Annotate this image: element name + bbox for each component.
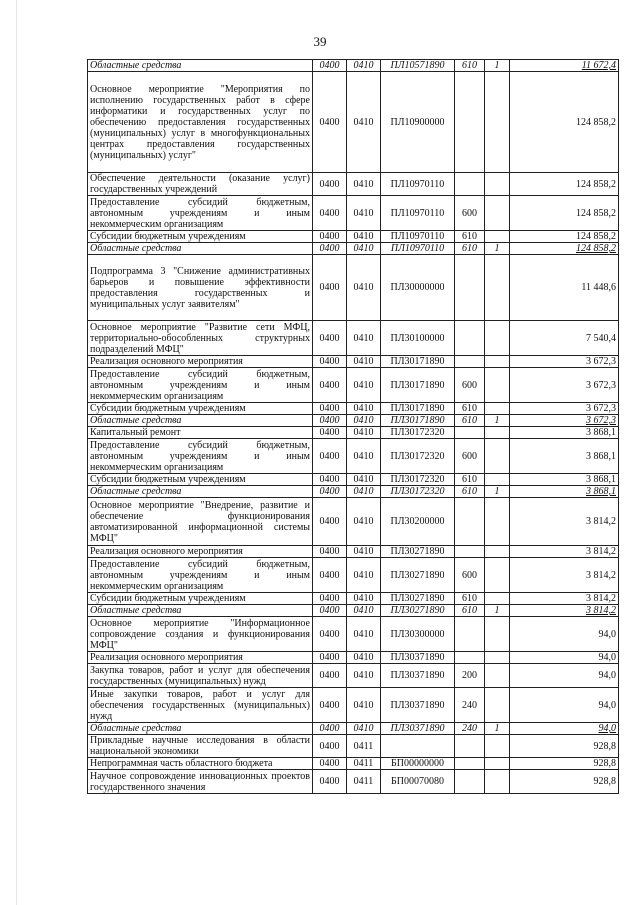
cell-subsection: 0410 <box>347 368 381 403</box>
cell-section: 0400 <box>313 486 347 498</box>
cell-amount: 11 448,6 <box>510 255 619 321</box>
cell-target-code: ПЛ30171890 <box>381 403 455 415</box>
cell-name: Реализация основного мероприятия <box>88 652 313 664</box>
table-row <box>88 735 619 758</box>
cell-section: 0400 <box>313 439 347 474</box>
cell-target-code: ПЛ30172320 <box>381 486 455 498</box>
cell-expense-type <box>455 498 485 546</box>
cell-source <box>485 617 510 652</box>
cell-amount: 94,0 <box>510 652 619 664</box>
cell-name: Непрограммная часть областного бюджета <box>88 758 313 770</box>
cell-section: 0400 <box>313 427 347 439</box>
table-row <box>88 196 619 231</box>
cell-target-code: ПЛ30300000 <box>381 617 455 652</box>
cell-subsection: 0410 <box>347 605 381 617</box>
cell-expense-type: 240 <box>455 688 485 723</box>
cell-name: Подпрограмма 3 "Снижение административных барьеров и повышение эффективности предоставления государственных и муниципальных услуг заявителям" <box>88 255 313 321</box>
cell-amount: 124 858,2 <box>510 173 619 196</box>
cell-amount: 3 814,2 <box>510 593 619 605</box>
cell-name: Областные средства <box>88 486 313 498</box>
cell-section: 0400 <box>313 664 347 688</box>
cell-subsection: 0410 <box>347 723 381 735</box>
cell-amount: 928,8 <box>510 758 619 770</box>
cell-section: 0400 <box>313 196 347 231</box>
cell-expense-type <box>455 546 485 558</box>
cell-name: Субсидии бюджетным учреждениям <box>88 593 313 605</box>
table-row <box>88 403 619 415</box>
cell-expense-type: 610 <box>455 474 485 486</box>
cell-section: 0400 <box>313 558 347 593</box>
table-row <box>88 758 619 770</box>
cell-source <box>485 664 510 688</box>
cell-amount: 94,0 <box>510 723 619 735</box>
cell-name: Основное мероприятие "Внедрение, развитие и обеспечение функционирования автоматизированной информационной системы МФЦ" <box>88 498 313 546</box>
cell-expense-type: 610 <box>455 403 485 415</box>
cell-section: 0400 <box>313 321 347 356</box>
cell-source <box>485 403 510 415</box>
cell-subsection: 0410 <box>347 558 381 593</box>
cell-expense-type: 610 <box>455 415 485 427</box>
cell-name: Иные закупки товаров, работ и услуг для обеспечения государственных (муниципальных) нужд <box>88 688 313 723</box>
cell-target-code <box>381 735 455 758</box>
cell-amount: 3 868,1 <box>510 439 619 474</box>
cell-amount: 7 540,4 <box>510 321 619 356</box>
cell-amount: 3 672,3 <box>510 403 619 415</box>
cell-target-code: ПЛ30371890 <box>381 664 455 688</box>
cell-expense-type: 240 <box>455 723 485 735</box>
table-body <box>88 60 619 794</box>
cell-subsection: 0410 <box>347 617 381 652</box>
cell-subsection: 0410 <box>347 486 381 498</box>
cell-section: 0400 <box>313 617 347 652</box>
cell-target-code: ПЛ10970110 <box>381 173 455 196</box>
cell-subsection: 0410 <box>347 173 381 196</box>
cell-amount: 94,0 <box>510 688 619 723</box>
cell-target-code: ПЛ10970110 <box>381 196 455 231</box>
cell-target-code: ПЛ30271890 <box>381 605 455 617</box>
table-row <box>88 439 619 474</box>
cell-name: Предоставление субсидий бюджетным, автономным учреждениям и иным некоммерческим организациям <box>88 439 313 474</box>
cell-amount: 94,0 <box>510 664 619 688</box>
cell-source <box>485 498 510 546</box>
cell-name: Реализация основного мероприятия <box>88 546 313 558</box>
cell-expense-type: 600 <box>455 558 485 593</box>
cell-name: Обеспечение деятельности (оказание услуг) государственных учреждений <box>88 173 313 196</box>
cell-source <box>485 770 510 794</box>
table-row <box>88 723 619 735</box>
cell-section: 0400 <box>313 173 347 196</box>
table-row <box>88 243 619 255</box>
cell-expense-type: 610 <box>455 593 485 605</box>
cell-section: 0400 <box>313 758 347 770</box>
cell-subsection: 0410 <box>347 498 381 546</box>
cell-section: 0400 <box>313 652 347 664</box>
cell-name: Субсидии бюджетным учреждениям <box>88 403 313 415</box>
table-row <box>88 605 619 617</box>
cell-target-code: ПЛ30371890 <box>381 652 455 664</box>
cell-name: Областные средства <box>88 243 313 255</box>
cell-subsection: 0410 <box>347 231 381 243</box>
cell-name: Основное мероприятие "Развитие сети МФЦ, территориально-обособленных структурных подразделений МФЦ" <box>88 321 313 356</box>
table-row <box>88 486 619 498</box>
cell-target-code: ПЛ30000000 <box>381 255 455 321</box>
cell-expense-type: 200 <box>455 664 485 688</box>
cell-target-code: БП00070080 <box>381 770 455 794</box>
cell-source <box>485 474 510 486</box>
cell-section: 0400 <box>313 72 347 173</box>
cell-subsection: 0410 <box>347 415 381 427</box>
cell-name: Областные средства <box>88 415 313 427</box>
cell-name: Закупка товаров, работ и услуг для обеспечения государственных (муниципальных) нужд <box>88 664 313 688</box>
cell-amount: 928,8 <box>510 735 619 758</box>
cell-section: 0400 <box>313 593 347 605</box>
table-row <box>88 593 619 605</box>
cell-amount: 3 814,2 <box>510 558 619 593</box>
scan-margin-line <box>16 0 17 905</box>
cell-name: Субсидии бюджетным учреждениям <box>88 231 313 243</box>
cell-subsection: 0411 <box>347 758 381 770</box>
cell-target-code: ПЛ30271890 <box>381 546 455 558</box>
cell-amount: 3 814,2 <box>510 546 619 558</box>
cell-expense-type <box>455 321 485 356</box>
cell-subsection: 0410 <box>347 60 381 72</box>
cell-section: 0400 <box>313 770 347 794</box>
cell-target-code: ПЛ30271890 <box>381 558 455 593</box>
cell-source <box>485 688 510 723</box>
cell-subsection: 0410 <box>347 243 381 255</box>
cell-source <box>485 173 510 196</box>
cell-target-code: ПЛ30100000 <box>381 321 455 356</box>
cell-subsection: 0410 <box>347 255 381 321</box>
cell-target-code: ПЛ30171890 <box>381 356 455 368</box>
cell-source <box>485 558 510 593</box>
cell-amount: 3 868,1 <box>510 486 619 498</box>
cell-section: 0400 <box>313 403 347 415</box>
cell-target-code: ПЛ30172320 <box>381 427 455 439</box>
cell-expense-type <box>455 735 485 758</box>
cell-target-code: ПЛ10571890 <box>381 60 455 72</box>
cell-section: 0400 <box>313 723 347 735</box>
cell-expense-type <box>455 652 485 664</box>
cell-name: Основное мероприятие "Мероприятия по исполнению государственных работ в сфере информатики и государственных услуг по обеспечению предоставления государственных (муниципальных) услуг в многофункциональных центрах предоставления государственных (муниципальных) услуг" <box>88 72 313 173</box>
cell-subsection: 0410 <box>347 593 381 605</box>
cell-source <box>485 758 510 770</box>
cell-expense-type <box>455 173 485 196</box>
table-row <box>88 321 619 356</box>
cell-target-code: ПЛ30371890 <box>381 723 455 735</box>
table-row <box>88 664 619 688</box>
cell-source <box>485 735 510 758</box>
table-row <box>88 474 619 486</box>
cell-section: 0400 <box>313 688 347 723</box>
table-row <box>88 368 619 403</box>
cell-subsection: 0411 <box>347 735 381 758</box>
cell-amount: 3 868,1 <box>510 427 619 439</box>
cell-amount: 928,8 <box>510 770 619 794</box>
cell-section: 0400 <box>313 498 347 546</box>
cell-amount: 3 672,3 <box>510 356 619 368</box>
cell-amount: 11 672,4 <box>510 60 619 72</box>
cell-source: 1 <box>485 723 510 735</box>
cell-target-code: ПЛ30171890 <box>381 415 455 427</box>
cell-source <box>485 255 510 321</box>
cell-name: Областные средства <box>88 605 313 617</box>
cell-expense-type: 610 <box>455 486 485 498</box>
cell-subsection: 0410 <box>347 474 381 486</box>
table-row <box>88 652 619 664</box>
cell-expense-type <box>455 770 485 794</box>
cell-section: 0400 <box>313 356 347 368</box>
cell-amount: 3 814,2 <box>510 605 619 617</box>
cell-name: Предоставление субсидий бюджетным, автономным учреждениям и иным некоммерческим организациям <box>88 558 313 593</box>
cell-name: Областные средства <box>88 60 313 72</box>
cell-expense-type: 600 <box>455 196 485 231</box>
cell-subsection: 0410 <box>347 652 381 664</box>
cell-source: 1 <box>485 60 510 72</box>
cell-target-code: ПЛ30271890 <box>381 593 455 605</box>
table-row <box>88 546 619 558</box>
cell-expense-type <box>455 427 485 439</box>
cell-name: Областные средства <box>88 723 313 735</box>
table-row <box>88 558 619 593</box>
cell-amount: 124 858,2 <box>510 231 619 243</box>
cell-expense-type: 610 <box>455 605 485 617</box>
cell-target-code: ПЛ30172320 <box>381 474 455 486</box>
cell-name: Основное мероприятие "Информационное сопровождение создания и функционирования МФЦ" <box>88 617 313 652</box>
cell-target-code: ПЛ30172320 <box>381 439 455 474</box>
cell-subsection: 0410 <box>347 427 381 439</box>
cell-source <box>485 546 510 558</box>
cell-target-code: ПЛ10970110 <box>381 231 455 243</box>
cell-section: 0400 <box>313 546 347 558</box>
cell-name: Научное сопровождение инновационных проектов государственного значения <box>88 770 313 794</box>
cell-expense-type <box>455 72 485 173</box>
table-row <box>88 356 619 368</box>
cell-subsection: 0410 <box>347 321 381 356</box>
cell-section: 0400 <box>313 368 347 403</box>
cell-expense-type: 600 <box>455 368 485 403</box>
cell-source <box>485 231 510 243</box>
cell-expense-type <box>455 617 485 652</box>
table-row <box>88 617 619 652</box>
cell-source <box>485 196 510 231</box>
cell-amount: 3 814,2 <box>510 498 619 546</box>
cell-amount: 124 858,2 <box>510 196 619 231</box>
table-row <box>88 72 619 173</box>
cell-name: Субсидии бюджетным учреждениям <box>88 474 313 486</box>
cell-target-code: ПЛ30200000 <box>381 498 455 546</box>
cell-expense-type: 610 <box>455 231 485 243</box>
cell-section: 0400 <box>313 474 347 486</box>
cell-source <box>485 427 510 439</box>
cell-subsection: 0411 <box>347 770 381 794</box>
table-row <box>88 770 619 794</box>
cell-target-code: ПЛ30171890 <box>381 368 455 403</box>
cell-subsection: 0410 <box>347 688 381 723</box>
cell-name: Предоставление субсидий бюджетным, автономным учреждениям и иным некоммерческим организациям <box>88 368 313 403</box>
cell-name: Реализация основного мероприятия <box>88 356 313 368</box>
cell-subsection: 0410 <box>347 546 381 558</box>
cell-target-code: БП00000000 <box>381 758 455 770</box>
cell-source: 1 <box>485 415 510 427</box>
cell-subsection: 0410 <box>347 196 381 231</box>
cell-amount: 3 672,3 <box>510 368 619 403</box>
cell-expense-type: 610 <box>455 243 485 255</box>
table-row <box>88 415 619 427</box>
table-row <box>88 173 619 196</box>
cell-source <box>485 321 510 356</box>
page-number: 39 <box>313 34 327 49</box>
cell-expense-type: 600 <box>455 439 485 474</box>
cell-name: Капитальный ремонт <box>88 427 313 439</box>
cell-subsection: 0410 <box>347 664 381 688</box>
cell-target-code: ПЛ10970110 <box>381 243 455 255</box>
cell-section: 0400 <box>313 605 347 617</box>
cell-section: 0400 <box>313 231 347 243</box>
cell-amount: 94,0 <box>510 617 619 652</box>
cell-section: 0400 <box>313 255 347 321</box>
cell-expense-type <box>455 356 485 368</box>
table-row <box>88 255 619 321</box>
cell-section: 0400 <box>313 243 347 255</box>
cell-source <box>485 439 510 474</box>
table-row <box>88 60 619 72</box>
cell-source <box>485 368 510 403</box>
cell-subsection: 0410 <box>347 72 381 173</box>
cell-name: Предоставление субсидий бюджетным, автономным учреждениям и иным некоммерческим организациям <box>88 196 313 231</box>
cell-expense-type: 610 <box>455 60 485 72</box>
cell-name: Прикладные научные исследования в области национальной экономики <box>88 735 313 758</box>
table-row <box>88 427 619 439</box>
budget-table <box>87 59 619 794</box>
cell-source: 1 <box>485 486 510 498</box>
cell-source <box>485 356 510 368</box>
cell-source <box>485 652 510 664</box>
cell-section: 0400 <box>313 415 347 427</box>
cell-subsection: 0410 <box>347 356 381 368</box>
cell-subsection: 0410 <box>347 403 381 415</box>
cell-section: 0400 <box>313 60 347 72</box>
cell-expense-type <box>455 758 485 770</box>
cell-subsection: 0410 <box>347 439 381 474</box>
cell-source <box>485 593 510 605</box>
cell-source: 1 <box>485 243 510 255</box>
cell-amount: 124 858,2 <box>510 243 619 255</box>
cell-section: 0400 <box>313 735 347 758</box>
cell-source <box>485 72 510 173</box>
cell-target-code: ПЛ10900000 <box>381 72 455 173</box>
cell-source: 1 <box>485 605 510 617</box>
cell-target-code: ПЛ30371890 <box>381 688 455 723</box>
cell-amount: 124 858,2 <box>510 72 619 173</box>
table-row <box>88 498 619 546</box>
cell-expense-type <box>455 255 485 321</box>
cell-amount: 3 868,1 <box>510 474 619 486</box>
table-row <box>88 231 619 243</box>
cell-amount: 3 672,3 <box>510 415 619 427</box>
table-row <box>88 688 619 723</box>
